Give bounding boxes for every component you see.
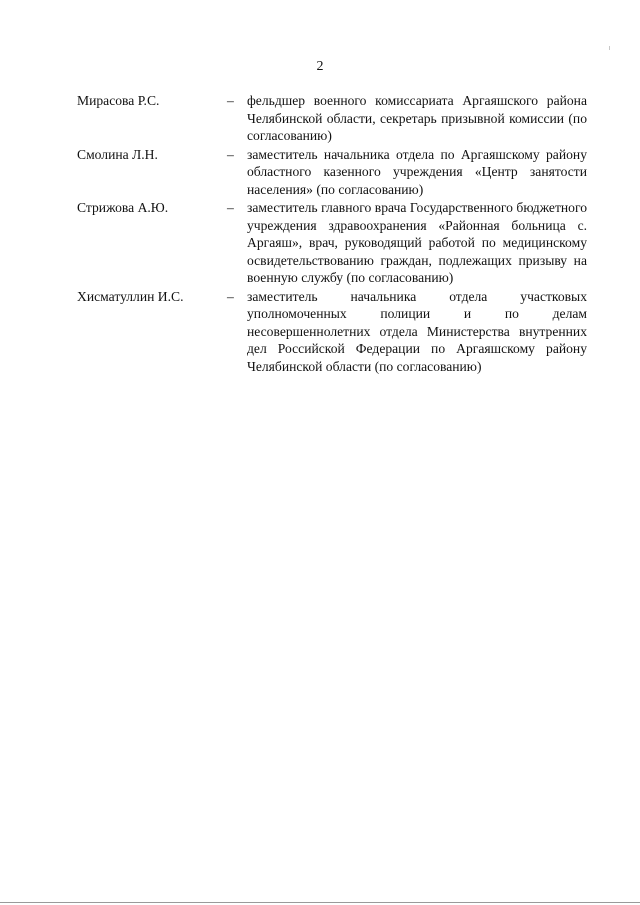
dash-separator: –: [227, 288, 234, 304]
roster-entry: [77, 146, 587, 199]
member-position: заместитель главного врача Государственного бюджетного учреждения здравоохранения «Районная больница с. Аргаяш», врач, руководящий работой по медицинскому освидетельствованию граждан, подлежащих призыву на военную службу (по согласованию): [247, 200, 587, 285]
member-position: фельдшер военного комиссариата Аргаяшского района Челябинской области, секретарь призывной комиссии (по согласованию): [247, 93, 587, 143]
commission-roster: [77, 92, 587, 376]
dash-separator: –: [227, 93, 234, 108]
roster-entry: [77, 199, 587, 287]
member-name: Хисматуллин И.С.: [77, 288, 184, 304]
member-name: Смолина Л.Н.: [77, 146, 158, 162]
page-bottom-edge: [0, 902, 640, 903]
roster-entry: [77, 92, 587, 145]
dash-separator: –: [227, 200, 234, 215]
dash-separator: –: [227, 146, 234, 162]
scan-mark: [609, 46, 610, 50]
page-number: 2: [316, 59, 324, 74]
member-name: Мирасова Р.С.: [77, 93, 160, 108]
member-name: Стрижова А.Ю.: [77, 200, 169, 215]
member-position: заместитель начальника отдела участковых уполномоченных полиции и по делам несовершеннолетних отдела Министерства внутренних дел Российской Федерации по Аргаяшскому району Челябинской области (по согласованию): [247, 288, 587, 374]
roster-entry: [77, 288, 587, 376]
member-position: заместитель начальника отдела по Аргаяшскому району областного казенного учреждения «Центр занятости населения» (по согласованию): [247, 146, 587, 197]
